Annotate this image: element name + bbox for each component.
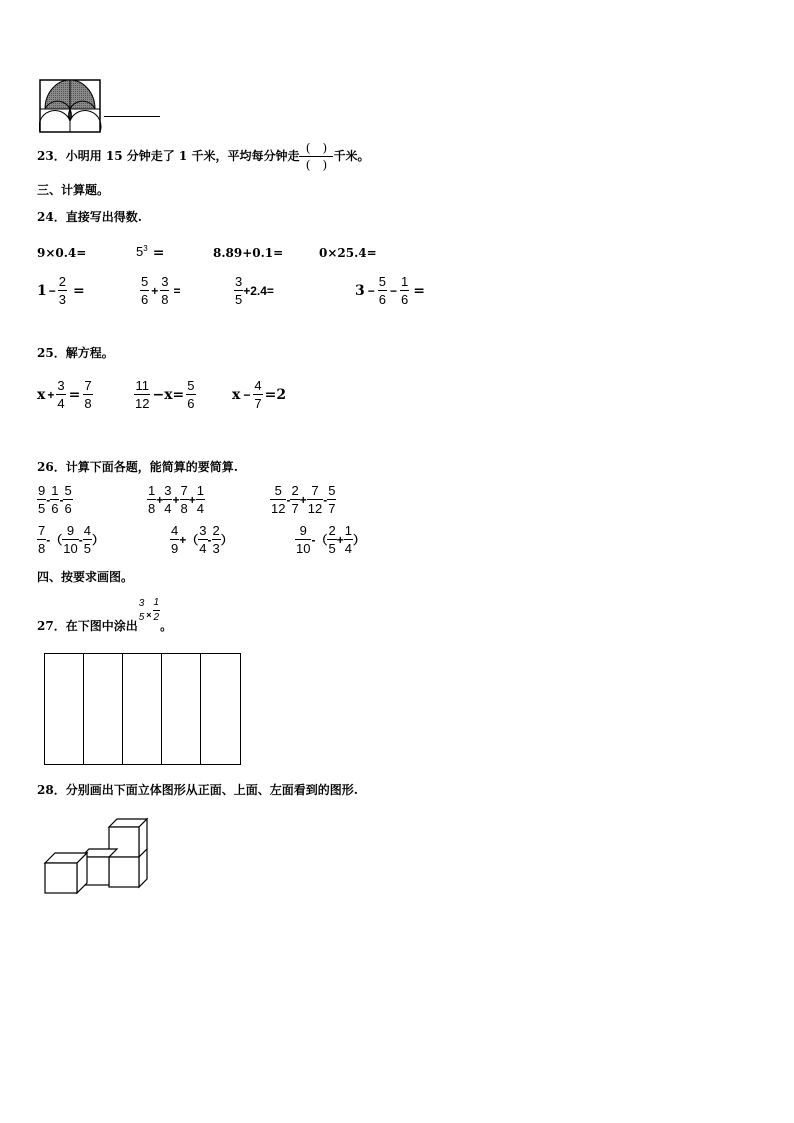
expr-26c: $\frac{5}{12}$ - $\frac{2}{7}$ + $\frac{7}{12}$ - $\frac{5}{7}$ [271, 483, 336, 516]
expr-26b: $\frac{1}{8}$ + $\frac{3}{4}$ + $\frac{7}{8}$ + $\frac{1}{4}$ [148, 483, 204, 516]
grid-divider [122, 654, 123, 764]
equation-2: $\frac{11}{12}$ −x= $\frac{5}{6}$ [135, 378, 195, 411]
calc-5-cubed: $5^3$ = [136, 244, 165, 261]
expr-26f: $\frac{9}{10}$ -（ $\frac{2}{5}$ + $\frac{1}{4}$ ） [296, 523, 365, 556]
grid-divider [161, 654, 162, 764]
shading-grid[interactable] [44, 653, 241, 765]
question-24-title: 24．直接写出得数. [37, 210, 142, 224]
cube-stack-figure [43, 817, 149, 895]
question-26-title: 26．计算下面各题，能简算的要简算. [37, 460, 238, 474]
calc-3-5-plus-24: $\frac{3}{5}$ +2.4= [235, 274, 274, 307]
grid-divider [83, 654, 84, 764]
question-27: 27．在下图中涂出 3 5 × $\frac{1}{2}$ 。 [37, 597, 173, 633]
answer-blank-line [104, 116, 160, 117]
shaded-square-figure [39, 79, 103, 133]
grid-divider [200, 654, 201, 764]
calc-889-plus-01: 8.89+0.1= [213, 246, 284, 260]
expr-26d: $\frac{7}{8}$ -（ $\frac{9}{10}$ - $\frac{4}{5}$ ） [38, 523, 104, 556]
section-4-heading: 四、按要求画图。 [37, 570, 134, 584]
calc-5-6-plus-3-8: $\frac{5}{6}$ + $\frac{3}{8}$ = [141, 274, 181, 307]
calc-0x254: 0×25.4= [319, 246, 377, 260]
calc-3-minus-5-6-minus-1-6: 3 − $\frac{5}{6}$ − $\frac{1}{6}$ = [355, 274, 425, 307]
question-23: 23．小明用 15 分钟走了 1 千米，平均每分钟走 $\frac{( )}{( )}$ 千米。 [37, 141, 370, 172]
expr-26a: $\frac{9}{5}$ - $\frac{1}{6}$ - $\frac{5}{6}$ [38, 483, 72, 516]
equation-1: x + $\frac{3}{4}$ = $\frac{7}{8}$ [37, 378, 92, 411]
answer-fraction-blank: $\frac{( )}{( )}$ [299, 142, 333, 171]
section-3-heading: 三、计算题。 [37, 183, 110, 197]
calc-1-minus-2-3: 1 − $\frac{2}{3}$ = [37, 274, 85, 307]
expr-26e: $\frac{4}{9}$ +（ $\frac{3}{4}$ - $\frac{2}{3}$ ） [171, 523, 233, 556]
question-25-title: 25．解方程。 [37, 346, 114, 360]
calc-9x04: 9×0.4= [37, 246, 87, 260]
question-28: 28．分别画出下面立体图形从正面、上面、左面看到的图形. [37, 783, 358, 797]
equation-3: x − $\frac{4}{7}$ =2 [232, 378, 287, 411]
